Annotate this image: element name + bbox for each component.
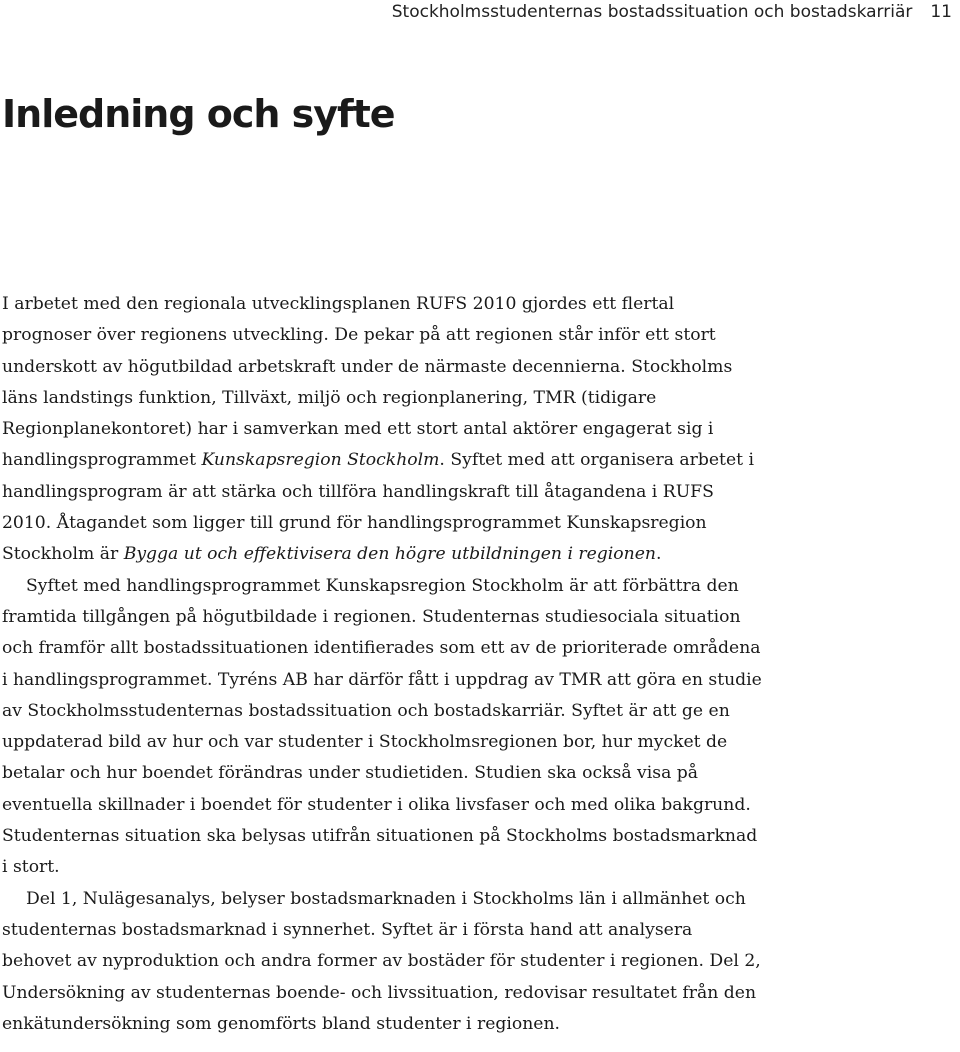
running-title: Stockholmsstudenternas bostadssituation och bostadskarriär	[391, 2, 913, 22]
paragraph-1	[2, 289, 762, 571]
paragraph-3: Del 1, Nulägesanalys, belyser bostadsmarknaden i Stockholms län i allmänhet och studenternas bostadsmarknad i synnerhet. Syftet är i första hand att analysera behovet av nyproduktion och andra former av bostäder för studenter i regionen. Del 2, Undersökning av studenternas boende- och livssituation, redovisar resultatet från den enkätundersökning som genomförts bland studenter i regionen.	[2, 888, 761, 1034]
paragraph-1-italic-a: Kunskapsregion Stockholm	[201, 450, 440, 471]
page-number: 11	[930, 2, 952, 22]
body-text	[2, 289, 762, 1040]
running-header	[392, 2, 952, 22]
paragraph-1-italic-b: Bygga ut och effektivisera den högre utbildningen i regionen	[123, 544, 656, 565]
paragraph-2: Syftet med handlingsprogrammet Kunskapsregion Stockholm är att förbättra den framtida tillgången på högutbildade i regionen. Studenternas studiesociala situation och framför allt bostadssituationen identifierades som ett av de prioriterade områdena i handlingsprogrammet. Tyréns AB har därför fått i uppdrag av TMR att göra en studie av Stockholmsstudenternas bostadssituation och bostadskarriär. Syftet är att ge en uppdaterad bild av hur och var studenter i Stockholmsregionen bor, hur mycket de betalar och hur boendet förändras under studietiden. Studien ska också visa på eventuella skillnader i boendet för studenter i olika livsfaser och med olika bakgrund. Studenternas situation ska belysas utifrån situationen på Stockholms bostadsmarknad i stort.	[2, 575, 762, 878]
paragraph-1-text-b: . Syftet med att organisera arbetet i handlingsprogram är att stärka och tillföra handlingskraft till åtagandena i RUFS 2010. Åtagandet som ligger till grund för handlingsprogrammet Kunskapsregion Stockholm är	[2, 450, 754, 565]
paragraph-1-text-a: I arbetet med den regionala utvecklingsplanen RUFS 2010 gjordes ett flertal prognoser över regionens utveckling. De pekar på att regionen står inför ett stort underskott av högutbildad arbetskraft under de närmaste decennierna. Stockholms läns landstings funktion, Tillväxt, miljö och regionplanering, TMR (tidigare Regionplanekontoret) har i samverkan med ett stort antal aktörer engagerat sig i handlingsprogrammet	[2, 294, 733, 471]
paragraph-1-text-c: .	[655, 544, 662, 565]
page-title: Inledning och syfte	[2, 92, 395, 136]
